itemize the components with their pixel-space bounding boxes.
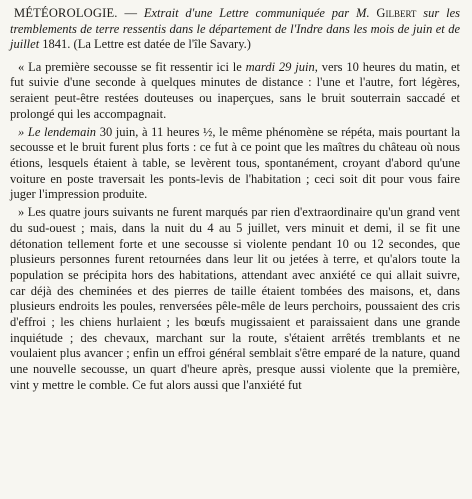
section-label: MÉTÉOROLOGIE. [14, 6, 118, 20]
paragraph-2-lead: » Le lendemain [18, 124, 97, 139]
article-title: Extrait d'une Lettre communiquée par M. [143, 6, 370, 20]
author-name: Gilbert [376, 6, 417, 20]
header-dash: — [124, 6, 137, 20]
paragraph-1-text: « La première secousse se fit ressentir ici le [18, 59, 242, 74]
paragraph-2-text: 30 juin, à 11 heures ½, le même phénomène se répéta, mais pourtant la secousse et le bruit furent plus forts : ce fut à ce point que les maîtres du château où nous étions, lesquels étaient à table, se levèrent tous, spontanément, croyant d'abord qu'une voiture en poste traversait les ponts-levis de l'habitation ; ceci soit dit pour vous faire juger l'impression produite. [10, 124, 461, 202]
letter-note: (La Lettre est datée de l'île Savary.) [73, 37, 251, 52]
paragraph-1-date: mardi 29 juin [245, 59, 315, 74]
article-header [10, 6, 460, 53]
paragraph-3 [10, 205, 460, 393]
paragraph-1 [10, 60, 460, 123]
paragraph-2 [10, 125, 460, 204]
paragraph-3-text: » Les quatre jours suivants ne furent marqués par rien d'extraordinaire qu'un grand vent du sud-ouest ; mais, dans la nuit du 4 au 5 juillet, vers minuit et demi, il se fit une détonation tellement forte et une secousse si violente pendant 10 ou 12 secondes, que plusieurs personnes furent retournées dans leur lit ou jetées à terre, et qu'alors toute la population se précipita hors des habitations, attendant avec anxiété ce qui allait suivre, car déjà des cheminées et des pierres de taille étaient tombées des maisons, et, dans plusieurs endroits les poules, renversées pêle-mêle de leurs perchoirs, poussaient des cris d'effroi ; les chiens hurlaient ; les bœufs mugissaient et paraissaient dans une grande inquiétude ; des chevaux, marchant sur la route, s'étaient arrêtés tremblants et ne voulaient plus avancer ; enfin un effroi général semblait s'être emparé de la nature, quand une nouvelle secousse, un quart d'heure après, presque aussi violente que la première, vint y mettre le comble. Ce fut alors aussi que l'anxiété fut [10, 205, 460, 392]
article-year: 1841. [42, 37, 71, 52]
paragraph-1-text-continued: , vers 10 heures du matin, et fut suivie d'une seconde à quelques minutes de distance : l'une et l'autre, fort légères, seraient peut-être restées douteuses ou inaperçues, sans le bruit souterrain saccadé et prolongé qui les accompagnait. [10, 59, 461, 121]
article-title-continued: sur les tremblements de terre ressentis dans le département de l'Indre dans les mois de juin et de juillet [10, 6, 460, 52]
